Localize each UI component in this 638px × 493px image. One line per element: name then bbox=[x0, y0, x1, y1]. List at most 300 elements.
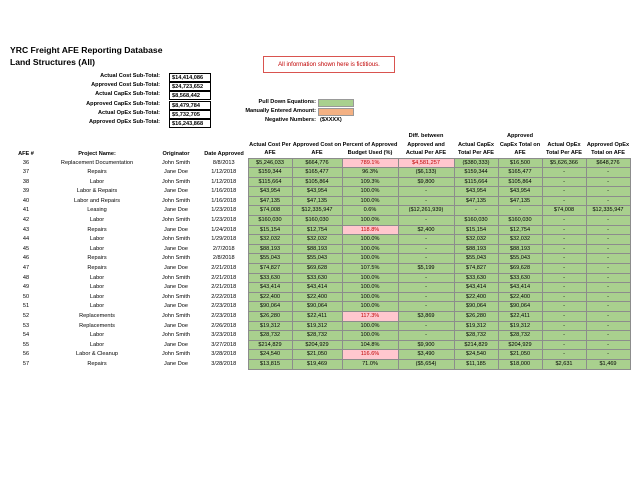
table-row bbox=[10, 206, 630, 216]
table-cell: $43,954 bbox=[498, 187, 542, 197]
table-row bbox=[10, 340, 630, 350]
table-cell: - bbox=[586, 302, 630, 312]
table-cell: $24,540 bbox=[248, 350, 292, 360]
table-cell: - bbox=[542, 225, 586, 235]
table-cell: Labor bbox=[89, 217, 105, 224]
table-cell: $33,630 bbox=[248, 273, 292, 283]
table-cell: - bbox=[542, 350, 586, 360]
table-cell: John Smith bbox=[162, 159, 190, 166]
table-cell: $28,732 bbox=[248, 331, 292, 341]
table-cell: $5,626,366 bbox=[542, 158, 586, 168]
table-cell: Labor & Cleanup bbox=[76, 351, 118, 358]
table-cell: 100.0% bbox=[342, 273, 398, 283]
table-cell: $5,199 bbox=[398, 264, 454, 274]
column-header: Percent of Approved Budget Used (%) bbox=[342, 141, 398, 156]
column-header: Diff. between Approved and Actual Per AFE bbox=[405, 133, 447, 156]
table-cell: Jane Doe bbox=[164, 207, 188, 214]
table-cell: - bbox=[586, 244, 630, 254]
table-cell: $28,732 bbox=[454, 331, 498, 341]
table-cell: 8/8/2013 bbox=[212, 159, 235, 166]
table-cell: $159,344 bbox=[454, 168, 498, 178]
table-cell: 42 bbox=[22, 217, 30, 224]
table-cell: $648,276 bbox=[586, 158, 630, 168]
table-cell: $159,344 bbox=[248, 168, 292, 178]
table-cell: Labor bbox=[89, 284, 105, 291]
table-cell: 71.0% bbox=[342, 359, 398, 369]
table-cell: John Smith bbox=[162, 217, 190, 224]
table-cell: Jane Doe bbox=[164, 169, 188, 176]
table-cell: - bbox=[586, 216, 630, 226]
table-cell: $9,800 bbox=[398, 177, 454, 187]
table-cell: Labor bbox=[89, 178, 105, 185]
table-row bbox=[10, 254, 630, 264]
table-cell: 1/23/2018 bbox=[211, 207, 237, 214]
table-cell: ($5,654) bbox=[398, 359, 454, 369]
table-cell: - bbox=[542, 196, 586, 206]
table-cell: - bbox=[586, 350, 630, 360]
table-cell: $22,400 bbox=[248, 292, 292, 302]
summary-value: $8,479,784 bbox=[169, 101, 211, 110]
table-cell: 107.5% bbox=[342, 264, 398, 274]
table-cell: - bbox=[398, 283, 454, 293]
table-cell: - bbox=[542, 264, 586, 274]
column-header: Originator bbox=[162, 150, 190, 157]
table-cell: $47,135 bbox=[454, 196, 498, 206]
table-cell: $12,754 bbox=[498, 225, 542, 235]
column-header: Approved Cost on AFE bbox=[292, 141, 342, 156]
summary-value: $8,568,442 bbox=[169, 91, 211, 100]
table-cell: 100.0% bbox=[342, 302, 398, 312]
table-cell: John Smith bbox=[162, 197, 190, 204]
table-cell: $22,400 bbox=[498, 292, 542, 302]
table-cell: $3,869 bbox=[398, 312, 454, 322]
table-cell: $90,064 bbox=[292, 302, 342, 312]
negative-legend-label: Negative Numbers: bbox=[265, 117, 316, 123]
table-cell: $21,050 bbox=[498, 350, 542, 360]
table-row bbox=[10, 225, 630, 235]
table-body bbox=[10, 158, 630, 369]
table-cell: 100.0% bbox=[342, 283, 398, 293]
summary-value: $14,414,086 bbox=[169, 73, 211, 82]
table-cell: 2/7/2018 bbox=[212, 245, 235, 252]
table-cell: 2/21/2018 bbox=[211, 284, 237, 291]
table-cell: $115,664 bbox=[248, 177, 292, 187]
table-cell: 38 bbox=[22, 178, 30, 185]
table-cell: $105,864 bbox=[498, 177, 542, 187]
table-cell: $2,400 bbox=[398, 225, 454, 235]
table-cell: Replacements bbox=[79, 322, 115, 329]
table-cell: $26,280 bbox=[248, 312, 292, 322]
table-cell: $90,064 bbox=[498, 302, 542, 312]
negative-legend-example: ($XXXX) bbox=[320, 117, 342, 123]
table-row bbox=[10, 321, 630, 331]
table-cell: $74,827 bbox=[454, 264, 498, 274]
table-cell: - bbox=[542, 340, 586, 350]
table-cell: - bbox=[498, 206, 542, 216]
column-header: Approved OpEx Total on AFE bbox=[586, 141, 630, 156]
table-cell: $3,490 bbox=[398, 350, 454, 360]
table-cell: - bbox=[586, 177, 630, 187]
table-cell: 1/16/2018 bbox=[211, 188, 237, 195]
table-cell: - bbox=[398, 273, 454, 283]
table-cell: $22,411 bbox=[498, 312, 542, 322]
table-row bbox=[10, 312, 630, 322]
table-cell: - bbox=[398, 331, 454, 341]
table-row bbox=[10, 196, 630, 206]
table-cell: $19,312 bbox=[454, 321, 498, 331]
table-cell: - bbox=[398, 196, 454, 206]
table-cell: 117.3% bbox=[342, 312, 398, 322]
table-cell: 48 bbox=[22, 274, 30, 281]
table-cell: 43 bbox=[22, 226, 30, 233]
table-cell: $33,630 bbox=[498, 273, 542, 283]
table-cell: $33,630 bbox=[292, 273, 342, 283]
table-cell: $24,540 bbox=[454, 350, 498, 360]
table-row bbox=[10, 177, 630, 187]
table-cell: $55,043 bbox=[498, 254, 542, 264]
table-cell: Jane Doe bbox=[164, 188, 188, 195]
table-cell: $33,630 bbox=[454, 273, 498, 283]
table-cell: $32,032 bbox=[248, 235, 292, 245]
table-cell: $69,628 bbox=[292, 264, 342, 274]
table-cell: 39 bbox=[22, 188, 30, 195]
table-cell: - bbox=[542, 244, 586, 254]
table-cell: $160,030 bbox=[498, 216, 542, 226]
column-header: Actual OpEx Total Per AFE bbox=[545, 141, 583, 156]
pull-down-legend-label: Pull Down Equations: bbox=[258, 99, 316, 105]
table-cell: John Smith bbox=[162, 332, 190, 339]
summary-label: Actual OpEx Sub-Total: bbox=[97, 109, 160, 116]
table-cell: ($12,261,939) bbox=[398, 206, 454, 216]
table-cell: Labor bbox=[89, 236, 105, 243]
table-cell: 96.3% bbox=[342, 168, 398, 178]
table-cell: ($380,333) bbox=[454, 158, 498, 168]
table-cell: - bbox=[586, 321, 630, 331]
table-cell: Replacement Documentation bbox=[60, 159, 134, 166]
table-cell: 100.0% bbox=[342, 244, 398, 254]
table-cell: 3/28/2018 bbox=[211, 360, 237, 367]
table-cell: - bbox=[586, 196, 630, 206]
table-row bbox=[10, 302, 630, 312]
afe-table bbox=[10, 132, 631, 370]
table-cell: Labor bbox=[89, 293, 105, 300]
table-cell: $74,827 bbox=[248, 264, 292, 274]
table-cell: - bbox=[454, 206, 498, 216]
table-cell: 100.0% bbox=[342, 321, 398, 331]
table-cell: 0.6% bbox=[342, 206, 398, 216]
column-header: AFE # bbox=[18, 150, 34, 157]
table-cell: $18,000 bbox=[498, 359, 542, 369]
table-cell: - bbox=[542, 331, 586, 341]
table-cell: $204,929 bbox=[498, 340, 542, 350]
table-cell: 100.0% bbox=[342, 331, 398, 341]
table-cell: $11,185 bbox=[454, 359, 498, 369]
table-cell: John Smith bbox=[162, 351, 190, 358]
table-cell: ($6,133) bbox=[398, 168, 454, 178]
table-row bbox=[10, 244, 630, 254]
table-cell: $2,631 bbox=[542, 359, 586, 369]
table-cell: 1/16/2018 bbox=[211, 197, 237, 204]
table-cell: $55,043 bbox=[292, 254, 342, 264]
table-cell: $74,008 bbox=[248, 206, 292, 216]
table-cell: $90,064 bbox=[454, 302, 498, 312]
table-cell: $43,414 bbox=[454, 283, 498, 293]
table-cell: 2/8/2018 bbox=[212, 255, 235, 262]
table-cell: 104.8% bbox=[342, 340, 398, 350]
table-header-row bbox=[10, 132, 630, 158]
table-cell: - bbox=[542, 254, 586, 264]
table-cell: - bbox=[542, 168, 586, 178]
table-cell: 55 bbox=[22, 341, 30, 348]
table-cell: $88,193 bbox=[498, 244, 542, 254]
table-cell: - bbox=[586, 264, 630, 274]
table-cell: $32,032 bbox=[454, 235, 498, 245]
table-row bbox=[10, 283, 630, 293]
table-cell: - bbox=[586, 273, 630, 283]
table-cell: 3/23/2018 bbox=[211, 332, 237, 339]
table-cell: $160,030 bbox=[248, 216, 292, 226]
table-cell: $32,032 bbox=[292, 235, 342, 245]
table-cell: Labor bbox=[89, 332, 105, 339]
table-cell: - bbox=[542, 187, 586, 197]
column-header: Project Name: bbox=[78, 150, 116, 157]
report-subtitle: Land Structures (All) bbox=[10, 57, 95, 67]
table-cell: $12,754 bbox=[292, 225, 342, 235]
summary-label: Approved OpEx Sub-Total: bbox=[88, 119, 160, 125]
table-cell: 50 bbox=[22, 293, 30, 300]
table-cell: 100.0% bbox=[342, 187, 398, 197]
table-cell: Jane Doe bbox=[164, 226, 188, 233]
table-cell: - bbox=[398, 321, 454, 331]
table-row bbox=[10, 292, 630, 302]
table-cell: 100.0% bbox=[342, 196, 398, 206]
table-cell: - bbox=[542, 292, 586, 302]
table-cell: - bbox=[586, 331, 630, 341]
table-cell: - bbox=[542, 321, 586, 331]
table-cell: - bbox=[586, 235, 630, 245]
table-cell: $19,312 bbox=[248, 321, 292, 331]
table-cell: $55,043 bbox=[454, 254, 498, 264]
table-cell: 100.0% bbox=[342, 216, 398, 226]
table-cell: John Smith bbox=[162, 293, 190, 300]
table-cell: - bbox=[398, 216, 454, 226]
table-cell: - bbox=[542, 177, 586, 187]
table-cell: $15,154 bbox=[248, 225, 292, 235]
table-cell: 54 bbox=[22, 332, 30, 339]
table-cell: - bbox=[542, 283, 586, 293]
table-cell: Labor & Repairs bbox=[76, 188, 118, 195]
column-header: Approved CapEx Total on AFE bbox=[499, 133, 541, 156]
table-cell: $22,400 bbox=[454, 292, 498, 302]
table-row bbox=[10, 273, 630, 283]
table-cell: $43,414 bbox=[292, 283, 342, 293]
table-cell: - bbox=[398, 235, 454, 245]
table-cell: - bbox=[586, 283, 630, 293]
table-cell: $69,628 bbox=[498, 264, 542, 274]
pull-down-legend-swatch bbox=[318, 99, 354, 107]
table-cell: 3/28/2018 bbox=[211, 351, 237, 358]
table-cell: $47,135 bbox=[248, 196, 292, 206]
table-row bbox=[10, 216, 630, 226]
column-header: Date Approved bbox=[204, 150, 244, 157]
table-cell: $165,477 bbox=[498, 168, 542, 178]
table-cell: $19,312 bbox=[292, 321, 342, 331]
table-cell: $115,664 bbox=[454, 177, 498, 187]
table-cell: $12,335,947 bbox=[292, 206, 342, 216]
table-cell: - bbox=[398, 244, 454, 254]
table-cell: $165,477 bbox=[292, 168, 342, 178]
column-header: Actual CapEx Total Per AFE bbox=[457, 141, 495, 156]
table-row bbox=[10, 235, 630, 245]
table-cell: 2/22/2018 bbox=[211, 293, 237, 300]
table-cell: Repairs bbox=[87, 169, 107, 176]
table-cell: - bbox=[542, 273, 586, 283]
table-cell: $28,732 bbox=[292, 331, 342, 341]
table-cell: $43,954 bbox=[292, 187, 342, 197]
summary-label: Actual CapEx Sub-Total: bbox=[95, 91, 160, 98]
table-cell: - bbox=[586, 340, 630, 350]
table-row bbox=[10, 350, 630, 360]
table-row bbox=[10, 187, 630, 197]
report-title: YRC Freight AFE Reporting Database bbox=[10, 45, 163, 55]
table-cell: - bbox=[586, 225, 630, 235]
table-cell: 2/21/2018 bbox=[211, 265, 237, 272]
table-cell: $22,411 bbox=[292, 312, 342, 322]
table-cell: 1/23/2018 bbox=[211, 217, 237, 224]
table-cell: $13,815 bbox=[248, 359, 292, 369]
table-cell: - bbox=[398, 254, 454, 264]
table-cell: 49 bbox=[22, 284, 30, 291]
table-cell: $15,154 bbox=[454, 225, 498, 235]
table-cell: 2/23/2018 bbox=[211, 303, 237, 310]
table-cell: - bbox=[586, 292, 630, 302]
table-cell: Repairs bbox=[87, 255, 107, 262]
table-cell: 100.0% bbox=[342, 235, 398, 245]
table-cell: - bbox=[398, 292, 454, 302]
table-cell: Jane Doe bbox=[164, 265, 188, 272]
table-cell: Leasing bbox=[87, 207, 107, 214]
table-cell: $105,864 bbox=[292, 177, 342, 187]
table-cell: $43,954 bbox=[454, 187, 498, 197]
table-cell: 51 bbox=[22, 303, 30, 310]
table-cell: 36 bbox=[22, 159, 30, 166]
table-cell: Replacements bbox=[79, 313, 115, 319]
table-cell: 2/23/2018 bbox=[211, 313, 237, 319]
table-cell: 2/21/2018 bbox=[211, 274, 237, 281]
manual-legend-label: Manually Entered Amount: bbox=[245, 108, 316, 114]
table-cell: - bbox=[586, 312, 630, 322]
table-cell: 47 bbox=[22, 265, 30, 272]
table-row bbox=[10, 359, 630, 369]
table-cell: 57 bbox=[22, 360, 30, 367]
table-cell: $47,135 bbox=[498, 196, 542, 206]
table-cell: $204,929 bbox=[292, 340, 342, 350]
table-cell: 1/12/2018 bbox=[211, 178, 237, 185]
table-cell: Labor bbox=[89, 274, 105, 281]
table-cell: $55,043 bbox=[248, 254, 292, 264]
table-cell: $26,280 bbox=[454, 312, 498, 322]
summary-value: $16,243,868 bbox=[169, 119, 211, 128]
table-cell: - bbox=[586, 254, 630, 264]
table-cell: 116.6% bbox=[342, 350, 398, 360]
table-cell: $32,032 bbox=[498, 235, 542, 245]
table-cell: 109.3% bbox=[342, 177, 398, 187]
summary-label: Approved CapEx Sub-Total: bbox=[86, 100, 160, 107]
table-cell: 1/12/2018 bbox=[211, 169, 237, 176]
table-cell: 789.1% bbox=[342, 158, 398, 168]
table-cell: - bbox=[542, 312, 586, 322]
table-cell: $16,500 bbox=[498, 158, 542, 168]
table-cell: $90,064 bbox=[248, 302, 292, 312]
table-cell: Jane Doe bbox=[164, 360, 188, 367]
table-cell: John Smith bbox=[162, 255, 190, 262]
table-cell: $47,135 bbox=[292, 196, 342, 206]
table-cell: Repairs bbox=[87, 265, 107, 272]
table-cell: - bbox=[542, 216, 586, 226]
table-cell: Labor and Repairs bbox=[73, 197, 121, 204]
table-cell: $19,312 bbox=[498, 321, 542, 331]
summary-value: $5,732,705 bbox=[169, 110, 211, 119]
table-cell: Jane Doe bbox=[164, 303, 188, 310]
summary-label: Approved Cost Sub-Total: bbox=[91, 82, 160, 89]
table-cell: $43,414 bbox=[248, 283, 292, 293]
table-cell: 56 bbox=[22, 351, 30, 358]
table-cell: 45 bbox=[22, 245, 30, 252]
table-cell: Jane Doe bbox=[164, 245, 188, 252]
table-cell: 1/29/2018 bbox=[211, 236, 237, 243]
table-cell: 2/26/2018 bbox=[211, 322, 237, 329]
table-cell: Jane Doe bbox=[164, 341, 188, 348]
table-cell: - bbox=[586, 187, 630, 197]
table-cell: Repairs bbox=[87, 360, 107, 367]
table-cell: John Smith bbox=[162, 236, 190, 243]
table-cell: Labor bbox=[89, 245, 105, 252]
table-cell: Labor bbox=[89, 341, 105, 348]
table-cell: $88,193 bbox=[454, 244, 498, 254]
table-cell: $4,581,257 bbox=[398, 158, 454, 168]
table-cell: $664,776 bbox=[292, 158, 342, 168]
manual-legend-swatch bbox=[318, 108, 354, 116]
table-row bbox=[10, 264, 630, 274]
table-cell: $88,193 bbox=[248, 244, 292, 254]
table-cell: 37 bbox=[22, 169, 30, 176]
table-cell: John Smith bbox=[162, 313, 190, 319]
table-cell: 41 bbox=[22, 207, 30, 214]
table-cell: $1,469 bbox=[586, 359, 630, 369]
table-cell: $22,400 bbox=[292, 292, 342, 302]
column-header: Actual Cost Per AFE bbox=[249, 141, 291, 156]
table-cell: 44 bbox=[22, 236, 30, 243]
table-cell: $12,335,947 bbox=[586, 206, 630, 216]
table-cell: $160,030 bbox=[292, 216, 342, 226]
table-row bbox=[10, 331, 630, 341]
table-cell: - bbox=[542, 235, 586, 245]
summary-value: $24,723,652 bbox=[169, 82, 211, 91]
table-cell: $214,829 bbox=[454, 340, 498, 350]
table-cell: 118.8% bbox=[342, 225, 398, 235]
table-cell: $74,008 bbox=[542, 206, 586, 216]
table-cell: $19,469 bbox=[292, 359, 342, 369]
table-cell: $214,829 bbox=[248, 340, 292, 350]
table-cell: 46 bbox=[22, 255, 30, 262]
table-cell: 3/27/2018 bbox=[211, 341, 237, 348]
table-cell: $9,900 bbox=[398, 340, 454, 350]
table-cell: $5,246,033 bbox=[248, 158, 292, 168]
table-cell: $88,193 bbox=[292, 244, 342, 254]
table-cell: 53 bbox=[22, 322, 30, 329]
table-cell: $43,954 bbox=[248, 187, 292, 197]
table-cell: - bbox=[586, 168, 630, 178]
